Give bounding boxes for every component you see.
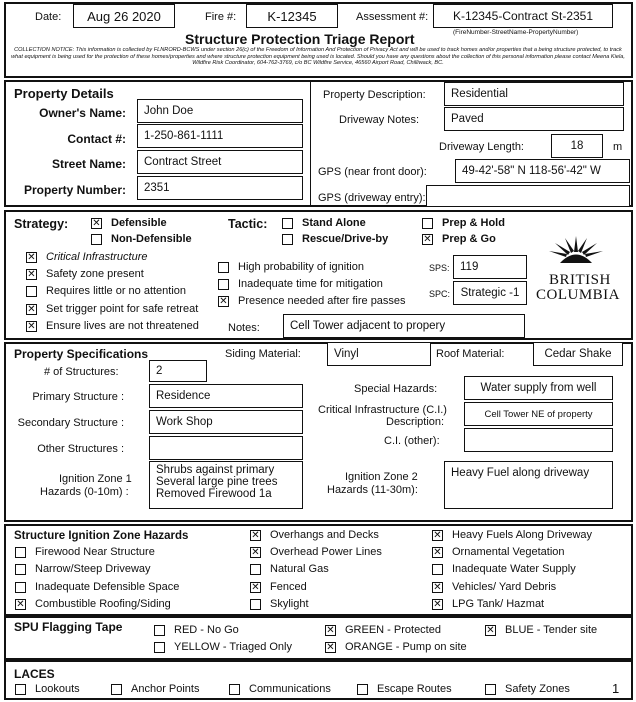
flag-yellow-label: YELLOW - Triaged Only: [174, 641, 292, 653]
street-name-label: Street Name:: [51, 157, 126, 171]
vehicles-label: Vehicles/ Yard Debris: [452, 581, 557, 593]
gps-driveway-label: GPS (driveway entry):: [318, 192, 426, 204]
ornamental-label: Ornamental Vegetation: [452, 546, 565, 558]
overhangs-label: Overhangs and Decks: [270, 529, 379, 541]
property-description-field[interactable]: Residential: [444, 82, 624, 106]
driveway-length-label: Driveway Length:: [439, 141, 524, 153]
ci-description-label-line1: Critical Infrastructure (C.I.): [318, 404, 447, 416]
critical-infra-checkbox[interactable]: ✕: [27, 252, 36, 263]
driveway-length-unit: m: [613, 141, 623, 153]
num-structures-label: # of Structures:: [44, 366, 119, 378]
safety-zone-checkbox[interactable]: ✕: [27, 269, 36, 280]
safety-zone-label: Safety zone present: [46, 268, 144, 280]
trigger-point-checkbox[interactable]: ✕: [27, 304, 36, 315]
property-details-title: Property Details: [14, 86, 114, 101]
lookouts-label: Lookouts: [35, 683, 80, 695]
owner-name-field[interactable]: John Doe: [137, 99, 303, 123]
little-attention-checkbox[interactable]: [26, 286, 37, 297]
collection-notice: COLLECTION NOTICE: This information is collected by FLNRORD-BCWS under section 26(c) of the Freedom of Information And Protection of Privacy Act and will be used to track homes and/or properties that a being structure protected, to track what equipment is being used for the protection of these homes/properties and where structure protection equipment being used is located. Should you have any questions about the collection of this personal information please contact Meena Kiela, Wildfire Risk Coordinator, 604-762-3769, c/o BC Wildfire Service, 46560 Airport Road, Chilliwack, BC.: [11, 47, 625, 67]
presence-needed-label: Presence needed after fire passes: [238, 295, 406, 307]
property-specifications-title: Property Specifications: [14, 347, 149, 361]
street-name-field[interactable]: Contract Street: [137, 150, 303, 174]
laces-title: LACES: [14, 667, 55, 681]
overhangs-checkbox[interactable]: ✕: [251, 530, 260, 541]
ci-description-label-line2: Description:: [386, 416, 445, 428]
contact-field[interactable]: 1-250-861-1111: [137, 124, 303, 148]
date-field[interactable]: Aug 26 2020: [73, 4, 175, 28]
lives-threatened-label: Ensure lives are not threatened: [46, 320, 199, 332]
primary-structure-label: Primary Structure :: [32, 391, 124, 403]
stand-alone-checkbox[interactable]: [282, 218, 293, 229]
ci-other-label: C.I. (other):: [384, 435, 440, 447]
siding-field[interactable]: Vinyl: [327, 342, 431, 366]
defensible-label: Defensible: [111, 217, 167, 229]
inadequate-time-checkbox[interactable]: [218, 279, 229, 290]
flag-red-checkbox[interactable]: [154, 625, 165, 636]
zone2-label-line1: Ignition Zone 2: [345, 471, 418, 483]
flag-green-label: GREEN - Protected: [345, 624, 441, 636]
gps-driveway-field[interactable]: [426, 185, 630, 207]
page-number: 1: [612, 681, 620, 696]
non-defensible-checkbox[interactable]: [91, 234, 102, 245]
lpg-label: LPG Tank/ Hazmat: [452, 598, 545, 610]
driveway-length-field[interactable]: 18: [551, 134, 603, 158]
spc-field[interactable]: Strategic -1: [453, 281, 527, 305]
spc-label: SPC:: [429, 289, 451, 299]
roofing-checkbox[interactable]: ✕: [16, 599, 25, 610]
lives-threatened-checkbox[interactable]: ✕: [27, 321, 36, 332]
critical-infra-label: Critical Infrastructure: [46, 251, 148, 263]
driveway-notes-field[interactable]: Paved: [444, 107, 624, 131]
anchor-points-label: Anchor Points: [131, 683, 200, 695]
rescue-label: Rescue/Drive-by: [302, 233, 389, 245]
safety-zones-checkbox[interactable]: [485, 684, 496, 695]
defensible-checkbox[interactable]: ✕: [92, 218, 101, 229]
notes-label: Notes:: [228, 322, 260, 334]
inadequate-space-label: Inadequate Defensible Space: [35, 581, 180, 593]
communications-checkbox[interactable]: [229, 684, 240, 695]
secondary-structure-field[interactable]: Work Shop: [149, 410, 303, 434]
stand-alone-label: Stand Alone: [302, 217, 366, 229]
non-defensible-label: Non-Defensible: [111, 233, 192, 245]
date-label: Date:: [35, 11, 62, 23]
inadequate-time-label: Inadequate time for mitigation: [238, 278, 383, 290]
escape-routes-checkbox[interactable]: [357, 684, 368, 695]
trigger-point-label: Set trigger point for safe retreat: [46, 303, 199, 315]
ornamental-checkbox[interactable]: ✕: [433, 547, 442, 558]
natural-gas-checkbox[interactable]: [250, 564, 261, 575]
sps-field[interactable]: 119: [453, 255, 527, 279]
assessment-hint: (FireNumber-StreetName-PropertyNumber): [453, 29, 579, 36]
safety-zones-label: Safety Zones: [505, 683, 570, 695]
flag-orange-checkbox[interactable]: ✕: [326, 642, 335, 653]
driveway-notes-label: Driveway Notes:: [339, 114, 420, 126]
special-hazards-label: Special Hazards:: [354, 383, 438, 395]
skylight-checkbox[interactable]: [250, 599, 261, 610]
high-prob-label: High probability of ignition: [238, 261, 364, 273]
water-supply-checkbox[interactable]: [432, 564, 443, 575]
flag-blue-label: BLUE - Tender site: [505, 624, 598, 636]
roof-label: Roof Material:: [436, 348, 505, 360]
zone2-hazards-field[interactable]: Heavy Fuel along driveway: [444, 461, 613, 509]
assessment-field[interactable]: K-12345-Contract St-2351: [433, 4, 613, 28]
flag-blue-checkbox[interactable]: ✕: [486, 625, 495, 636]
bc-logo-line2: COLUMBIA: [536, 287, 621, 303]
fenced-checkbox[interactable]: ✕: [251, 582, 260, 593]
little-attention-label: Requires little or no attention: [46, 285, 187, 297]
ignition-hazards-title: Structure Ignition Zone Hazards: [14, 530, 189, 542]
primary-structure-field[interactable]: Residence: [149, 384, 303, 408]
roofing-label: Combustible Roofing/Siding: [35, 598, 171, 610]
flag-orange-label: ORANGE - Pump on site: [345, 641, 467, 653]
bc-logo-line1: BRITISH: [549, 272, 611, 288]
power-lines-checkbox[interactable]: ✕: [251, 547, 260, 558]
num-structures-field[interactable]: 2: [149, 360, 207, 382]
firewood-checkbox[interactable]: [15, 547, 26, 558]
escape-routes-label: Escape Routes: [377, 683, 452, 695]
ci-description-field[interactable]: Cell Tower NE of property: [464, 402, 613, 426]
bc-sun-logo-icon: [546, 232, 606, 264]
property-description-label: Property Description:: [323, 89, 426, 101]
narrow-driveway-checkbox[interactable]: [15, 564, 26, 575]
presence-needed-checkbox[interactable]: ✕: [219, 296, 228, 307]
page-title: Structure Protection Triage Report: [185, 31, 415, 47]
sps-label: SPS:: [429, 263, 450, 273]
spu-title: SPU Flagging Tape: [14, 620, 123, 634]
flag-red-label: RED - No Go: [174, 624, 239, 636]
inadequate-space-checkbox[interactable]: [15, 582, 26, 593]
zone2-label-line2: Hazards (11-30m):: [327, 484, 418, 496]
power-lines-label: Overhead Power Lines: [270, 546, 382, 558]
notes-field[interactable]: Cell Tower adjacent to propery: [283, 314, 525, 338]
anchor-points-checkbox[interactable]: [111, 684, 122, 695]
communications-label: Communications: [249, 683, 331, 695]
natural-gas-label: Natural Gas: [270, 563, 329, 575]
prep-hold-label: Prep & Hold: [442, 217, 505, 229]
secondary-structure-label: Secondary Structure :: [17, 417, 124, 429]
prep-go-checkbox[interactable]: ✕: [423, 234, 432, 245]
vehicles-checkbox[interactable]: ✕: [433, 582, 442, 593]
contact-label: Contact #:: [67, 132, 126, 146]
special-hazards-field[interactable]: Water supply from well: [464, 376, 613, 400]
roof-field[interactable]: Cedar Shake: [533, 342, 623, 366]
assessment-label: Assessment #:: [356, 11, 429, 23]
lpg-checkbox[interactable]: ✕: [433, 599, 442, 610]
zone1-label-line1: Ignition Zone 1: [59, 473, 132, 485]
section-divider: [310, 82, 311, 205]
zone1-hazards-field[interactable]: Shrubs against primary Several large pine trees Removed Firewood 1a: [149, 461, 303, 509]
property-number-field[interactable]: 2351: [137, 176, 303, 200]
heavy-fuels-checkbox[interactable]: ✕: [433, 530, 442, 541]
gps-front-field[interactable]: 49-42'-58" N 118-56'-42" W: [455, 159, 630, 183]
zone1-label-line2: Hazards (0-10m) :: [40, 486, 129, 498]
flag-yellow-checkbox[interactable]: [154, 642, 165, 653]
property-number-label: Property Number:: [23, 183, 126, 197]
other-structures-field[interactable]: [149, 436, 303, 460]
fenced-label: Fenced: [270, 581, 307, 593]
prep-go-label: Prep & Go: [442, 233, 496, 245]
narrow-driveway-label: Narrow/Steep Driveway: [35, 563, 151, 575]
lookouts-checkbox[interactable]: [15, 684, 26, 695]
fire-number-field[interactable]: K-12345: [246, 4, 338, 28]
high-prob-checkbox[interactable]: [218, 262, 229, 273]
water-supply-label: Inadequate Water Supply: [452, 563, 576, 575]
owner-name-label: Owner's Name:: [39, 106, 126, 120]
heavy-fuels-label: Heavy Fuels Along Driveway: [452, 529, 593, 541]
flag-green-checkbox[interactable]: ✕: [326, 625, 335, 636]
tactic-label: Tactic:: [228, 217, 268, 231]
other-structures-label: Other Structures :: [37, 443, 124, 455]
gps-front-label: GPS (near front door):: [318, 166, 427, 178]
firewood-label: Firewood Near Structure: [35, 546, 155, 558]
fire-number-label: Fire #:: [205, 11, 237, 23]
skylight-label: Skylight: [270, 598, 309, 610]
rescue-checkbox[interactable]: [282, 234, 293, 245]
prep-hold-checkbox[interactable]: [422, 218, 433, 229]
ci-other-field[interactable]: [464, 428, 613, 452]
siding-label: Siding Material:: [225, 348, 301, 360]
strategy-label: Strategy:: [14, 217, 69, 231]
